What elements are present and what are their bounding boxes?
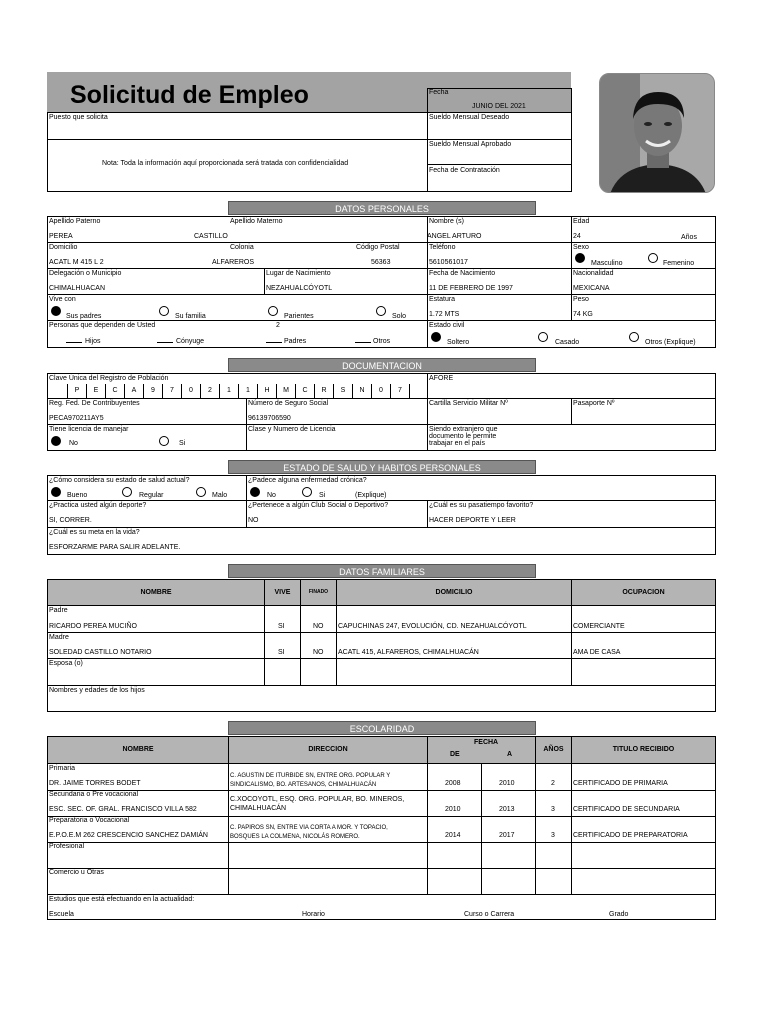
esc-actual-label: Estudios que está efectuando en la actualidad:	[49, 896, 195, 903]
club-q: ¿Pertenece a algún Club Social o Deportivo?	[248, 502, 389, 509]
fam-esposa-label: Esposa (o)	[49, 660, 83, 667]
deporte-a[interactable]: SI, CORRER.	[49, 517, 92, 524]
puesto-label: Puesto que solicita	[49, 114, 108, 121]
fam-col-domicilio: DOMICILIO	[336, 579, 572, 606]
curp-char-cell[interactable]: 1	[219, 384, 238, 398]
fam-padre-vive[interactable]: SI	[278, 623, 285, 630]
curp-char-cell[interactable]: A	[124, 384, 143, 398]
section-datos-personales: DATOS PERSONALES	[228, 201, 536, 215]
dependen-value[interactable]: 2	[276, 322, 280, 329]
esc-secundaria-anos[interactable]: 3	[551, 806, 555, 813]
licencia-no-label: No	[69, 440, 78, 447]
dependen-hijos: Hijos	[85, 338, 101, 345]
fam-padre-ocupacion[interactable]: COMERCIANTE	[573, 623, 625, 630]
esc-primaria-a[interactable]: 2010	[499, 780, 515, 787]
esc-primaria-dir2[interactable]: SINDICALISMO, BO. ARTESANOS, CHIMALHUACÁN	[230, 782, 377, 788]
esc-secundaria-titulo[interactable]: CERTIFICADO DE SECUNDARIA	[573, 806, 680, 813]
vive-padres-radio[interactable]	[51, 306, 61, 316]
esc-preparatoria-titulo[interactable]: CERTIFICADO DE PREPARATORIA	[573, 832, 688, 839]
cronica-si-label: Si	[319, 492, 326, 499]
pasaporte-label: Pasaporte Nº	[573, 400, 615, 407]
esc-primaria-de[interactable]: 2008	[445, 780, 461, 787]
edad[interactable]: 24	[573, 233, 581, 240]
rfc[interactable]: PECA970211AY5	[49, 415, 104, 422]
esc-col-de: DE	[450, 751, 460, 758]
section-documentacion: DOCUMENTACION	[228, 358, 536, 372]
peso-label: Peso	[573, 296, 589, 303]
fam-padre-nombre[interactable]: RICARDO PEREA MUCIÑO	[49, 623, 137, 630]
licencia-si-label: Si	[179, 440, 186, 447]
estatura-label: Estatura	[429, 296, 456, 303]
fam-madre-domicilio[interactable]: ACATL 415, ALFAREROS, CHIMALHUACÁN	[338, 649, 479, 656]
apellido-paterno[interactable]: PEREA	[49, 233, 73, 240]
licencia-si-radio[interactable]	[159, 436, 169, 446]
fam-madre-finado[interactable]: NO	[313, 649, 324, 656]
salud-malo-radio[interactable]	[196, 487, 206, 497]
delegacion-label: Delegación o Municipio	[49, 270, 122, 277]
colonia-label: Colonia	[230, 244, 254, 251]
curp-char-cell[interactable]: E	[86, 384, 105, 398]
nacionalidad[interactable]: MEXICANA	[573, 285, 610, 292]
delegacion[interactable]: CHIMALHUACAN	[49, 285, 106, 292]
esc-preparatoria-dir1[interactable]: C. PAPIROS SN, ENTRE VIA CORTA A MOR. Y TOPACIO,	[230, 825, 388, 831]
club-a[interactable]: NO	[248, 517, 259, 524]
licencia-label: Tiene licencia de manejar	[49, 426, 129, 433]
esc-profesional-label: Profesional	[49, 843, 85, 850]
fam-madre-vive[interactable]: SI	[278, 649, 285, 656]
esc-preparatoria-de[interactable]: 2014	[445, 832, 461, 839]
apellido-paterno-label: Apellido Paterno	[49, 218, 101, 225]
salud-regular-label: Regular	[139, 492, 164, 499]
esc-preparatoria-dir2[interactable]: BOSQUES LA COLMENA, NICOLÁS ROMERO.	[230, 834, 360, 840]
meta-a[interactable]: ESFORZARME PARA SALIR ADELANTE.	[49, 544, 181, 551]
vive-familia-radio[interactable]	[159, 306, 169, 316]
curp-char-cell[interactable]: 7	[390, 384, 409, 398]
section-familiares: DATOS FAMILIARES	[228, 564, 536, 578]
estatura[interactable]: 1.72 MTS	[429, 311, 460, 318]
estado-civil-label: Estado civil	[429, 322, 465, 329]
telefono[interactable]: 5610561017	[429, 259, 468, 266]
fam-col-vive: VIVE	[264, 579, 301, 606]
fecha-contratacion-label: Fecha de Contratación	[429, 167, 500, 174]
nombre-label: Nombre (s)	[429, 218, 465, 225]
fam-madre-nombre[interactable]: SOLEDAD CASTILLO NOTARIO	[49, 649, 152, 656]
vive-parientes-radio[interactable]	[268, 306, 278, 316]
sexo-masculino-radio[interactable]	[575, 253, 585, 263]
esc-preparatoria-label: Preparatoria o Vocacional	[49, 817, 130, 824]
telefono-label: Teléfono	[429, 244, 456, 251]
extranjero-label-2: documento le permite	[429, 433, 497, 440]
domicilio-label: Domicilio	[49, 244, 78, 251]
fecha-value[interactable]: JUNIO DEL 2021	[472, 103, 526, 110]
curp-label: Clave Única del Registro de Población	[49, 375, 169, 382]
curp-char-cell[interactable]: N	[352, 384, 371, 398]
esc-preparatoria-nombre[interactable]: E.P.O.E.M 262 CRESCENCIO SANCHEZ DAMIÁN	[49, 832, 208, 839]
salud-malo-label: Malo	[212, 492, 228, 499]
anos-label: Años	[681, 234, 697, 241]
fecha-nac[interactable]: 11 DE FEBRERO DE 1997	[429, 285, 513, 292]
curp-char-cell[interactable]: 7	[162, 384, 181, 398]
cronica-si-radio[interactable]	[302, 487, 312, 497]
fam-col-nombre: NOMBRE	[47, 579, 265, 606]
esc-escuela-label: Escuela	[49, 911, 74, 918]
esc-col-fecha: FECHA	[474, 739, 499, 746]
vive-familia-label: Su familia	[175, 313, 206, 320]
esc-primaria-nombre[interactable]: DR. JAIME TORRES BODET	[49, 780, 141, 787]
sexo-femenino-label: Femenino	[663, 260, 695, 267]
vive-parientes-label: Parientes	[284, 313, 314, 320]
esc-secundaria-label: Secundaria o Pre vocacional	[49, 791, 139, 798]
pasatiempo-q: ¿Cuál es su pasatiempo favorito?	[429, 502, 534, 509]
sexo-femenino-radio[interactable]	[648, 253, 658, 263]
esc-col-direccion: DIRECCION	[228, 736, 428, 764]
salud-grid	[47, 475, 716, 555]
applicant-photo	[599, 73, 715, 193]
curp-char-cell[interactable]: 1	[238, 384, 257, 398]
nss-label: Número de Seguro Social	[248, 400, 329, 407]
salud-bueno-radio[interactable]	[51, 487, 61, 497]
curp-char-cell[interactable]: C	[295, 384, 314, 398]
vive-label: Vive con	[49, 296, 76, 303]
afore-label: AFORE	[429, 375, 454, 382]
fecha-label: Fecha	[429, 89, 449, 96]
esc-secundaria-dir1[interactable]: C.XOCOYOTL, ESQ. ORG. POPULAR, BO. MINEROS,	[230, 796, 405, 803]
esc-secundaria-nombre[interactable]: ESC. SEC. OF. GRAL. FRANCISCO VILLA 582	[49, 806, 197, 813]
dependen-conyuge: Cónyuge	[176, 338, 205, 345]
esc-secundaria-a[interactable]: 2013	[499, 806, 515, 813]
esc-grado-label: Grado	[609, 911, 629, 918]
curp-char-cell[interactable]: C	[105, 384, 124, 398]
fam-padre-label: Padre	[49, 607, 68, 614]
vive-solo-radio[interactable]	[376, 306, 386, 316]
extranjero-label-3: trabajar en el país	[429, 440, 486, 447]
cp[interactable]: 56363	[371, 259, 391, 266]
civil-otros-radio[interactable]	[629, 332, 639, 342]
cronica-no-label: No	[267, 492, 276, 499]
fam-col-finado: FINADO	[300, 579, 337, 606]
sexo-label: Sexo	[573, 244, 589, 251]
fecha-nac-label: Fecha de Nacimiento	[429, 270, 496, 277]
esc-primaria-label: Primaria	[49, 765, 76, 772]
esc-preparatoria-anos[interactable]: 3	[551, 832, 555, 839]
lugar-nac[interactable]: NEZAHUALCÓYOTL	[266, 285, 333, 292]
salud-regular-radio[interactable]	[122, 487, 132, 497]
cartilla-label: Cartilla Servicio Militar Nº	[429, 400, 508, 407]
fam-madre-ocupacion[interactable]: AMA DE CASA	[573, 649, 621, 656]
esc-secundaria-dir2[interactable]: CHIMALHUACÁN	[230, 805, 287, 812]
esc-col-anos: AÑOS	[535, 736, 572, 764]
sexo-masculino-label: Masculino	[591, 260, 623, 267]
civil-casado-label: Casado	[555, 339, 580, 346]
fam-hijos-label: Nombres y edades de los hijos	[49, 687, 145, 694]
apellido-materno[interactable]: CASTILLO	[194, 233, 228, 240]
curp-char-cell[interactable]: P	[67, 384, 86, 398]
extranjero-label-1: Siendo extranjero que	[429, 426, 498, 433]
apellido-materno-label: Apellido Materno	[230, 218, 283, 225]
esc-col-nombre: NOMBRE	[47, 736, 229, 764]
esc-curso-label: Curso o Carrera	[464, 911, 515, 918]
cronica-no-radio[interactable]	[250, 487, 260, 497]
esc-secundaria-de[interactable]: 2010	[445, 806, 461, 813]
cronica-q: ¿Padece alguna enfermedad crónica?	[248, 477, 367, 484]
clase-licencia-label: Clase y Numero de Licencia	[248, 426, 336, 433]
esc-comercio-label: Comercio u Otras	[49, 869, 104, 876]
curp-char-cell[interactable]: 0	[181, 384, 200, 398]
fam-padre-domicilio[interactable]: CAPUCHINAS 247, EVOLUCIÓN, CD. NEZAHUALCÓYOTL	[338, 623, 527, 630]
cronica-explique: (Explique)	[355, 492, 387, 499]
nombre[interactable]: ANGEL ARTURO	[427, 233, 482, 240]
meta-q: ¿Cuál es su meta en la vida?	[49, 529, 140, 536]
colonia[interactable]: ALFAREROS	[212, 259, 255, 266]
esc-horario-label: Horario	[302, 911, 325, 918]
salud-bueno-label: Bueno	[67, 492, 88, 499]
page-title: Solicitud de Empleo	[70, 81, 309, 109]
esc-primaria-anos[interactable]: 2	[551, 780, 555, 787]
rfc-label: Reg. Fed. De Contribuyentes	[49, 400, 140, 407]
licencia-no-radio[interactable]	[51, 436, 61, 446]
edad-label: Edad	[573, 218, 590, 225]
civil-casado-radio[interactable]	[538, 332, 548, 342]
sueldo-aprobado-label: Sueldo Mensual Aprobado	[429, 141, 512, 148]
dependen-padres: Padres	[284, 338, 307, 345]
esc-primaria-titulo[interactable]: CERTIFICADO DE PRIMARIA	[573, 780, 668, 787]
esc-primaria-dir1[interactable]: C. AGUSTIN DE ITURBIDE SN, ENTRE ORG. POPULAR Y	[230, 773, 391, 779]
vive-solo-label: Solo	[392, 313, 407, 320]
fam-madre-label: Madre	[49, 634, 69, 641]
vive-padres-label: Sus padres	[66, 313, 102, 320]
domicilio[interactable]: ACATL M 415 L 2	[49, 259, 104, 266]
section-escolaridad: ESCOLARIDAD	[228, 721, 536, 735]
nacionalidad-label: Nacionalidad	[573, 270, 614, 277]
nss[interactable]: 96139706590	[248, 415, 291, 422]
civil-otros-label: Otros (Explique)	[645, 339, 696, 346]
curp-char-cell[interactable]: S	[333, 384, 352, 398]
curp-char-cell[interactable]: 2	[200, 384, 219, 398]
esc-preparatoria-a[interactable]: 2017	[499, 832, 515, 839]
deporte-q: ¿Practica usted algún deporte?	[49, 502, 147, 509]
civil-soltero-radio[interactable]	[431, 332, 441, 342]
lugar-nac-label: Lugar de Nacimiento	[266, 270, 331, 277]
cp-label: Código Postal	[356, 244, 400, 251]
curp-char-cell[interactable]: 9	[143, 384, 162, 398]
sueldo-deseado-label: Sueldo Mensual Deseado	[429, 114, 510, 121]
section-salud: ESTADO DE SALUD Y HABITOS PERSONALES	[228, 460, 536, 474]
esc-col-a: A	[507, 751, 513, 758]
salud-estado-q: ¿Cómo considera su estado de salud actual?	[49, 477, 190, 484]
nota-text: Nota: Toda la información aquí proporcionada será tratada con confidencialidad	[102, 160, 349, 167]
puesto-box	[47, 112, 428, 192]
fam-col-ocupacion: OCUPACION	[571, 579, 716, 606]
pasatiempo-a[interactable]: HACER DEPORTE Y LEER	[429, 517, 516, 524]
curp-char-cell[interactable]: R	[314, 384, 333, 398]
curp-char-cell[interactable]: H	[257, 384, 276, 398]
civil-soltero-label: Soltero	[447, 339, 470, 346]
dependen-label: Personas que dependen de Usted	[49, 322, 156, 329]
curp-char-cell[interactable]: M	[276, 384, 295, 398]
curp-char-cell[interactable]: 0	[371, 384, 390, 398]
peso[interactable]: 74 KG	[573, 311, 593, 318]
fam-padre-finado[interactable]: NO	[313, 623, 324, 630]
dependen-otros: Otros	[373, 338, 391, 345]
esc-col-titulo: TITULO RECIBIDO	[571, 736, 716, 764]
